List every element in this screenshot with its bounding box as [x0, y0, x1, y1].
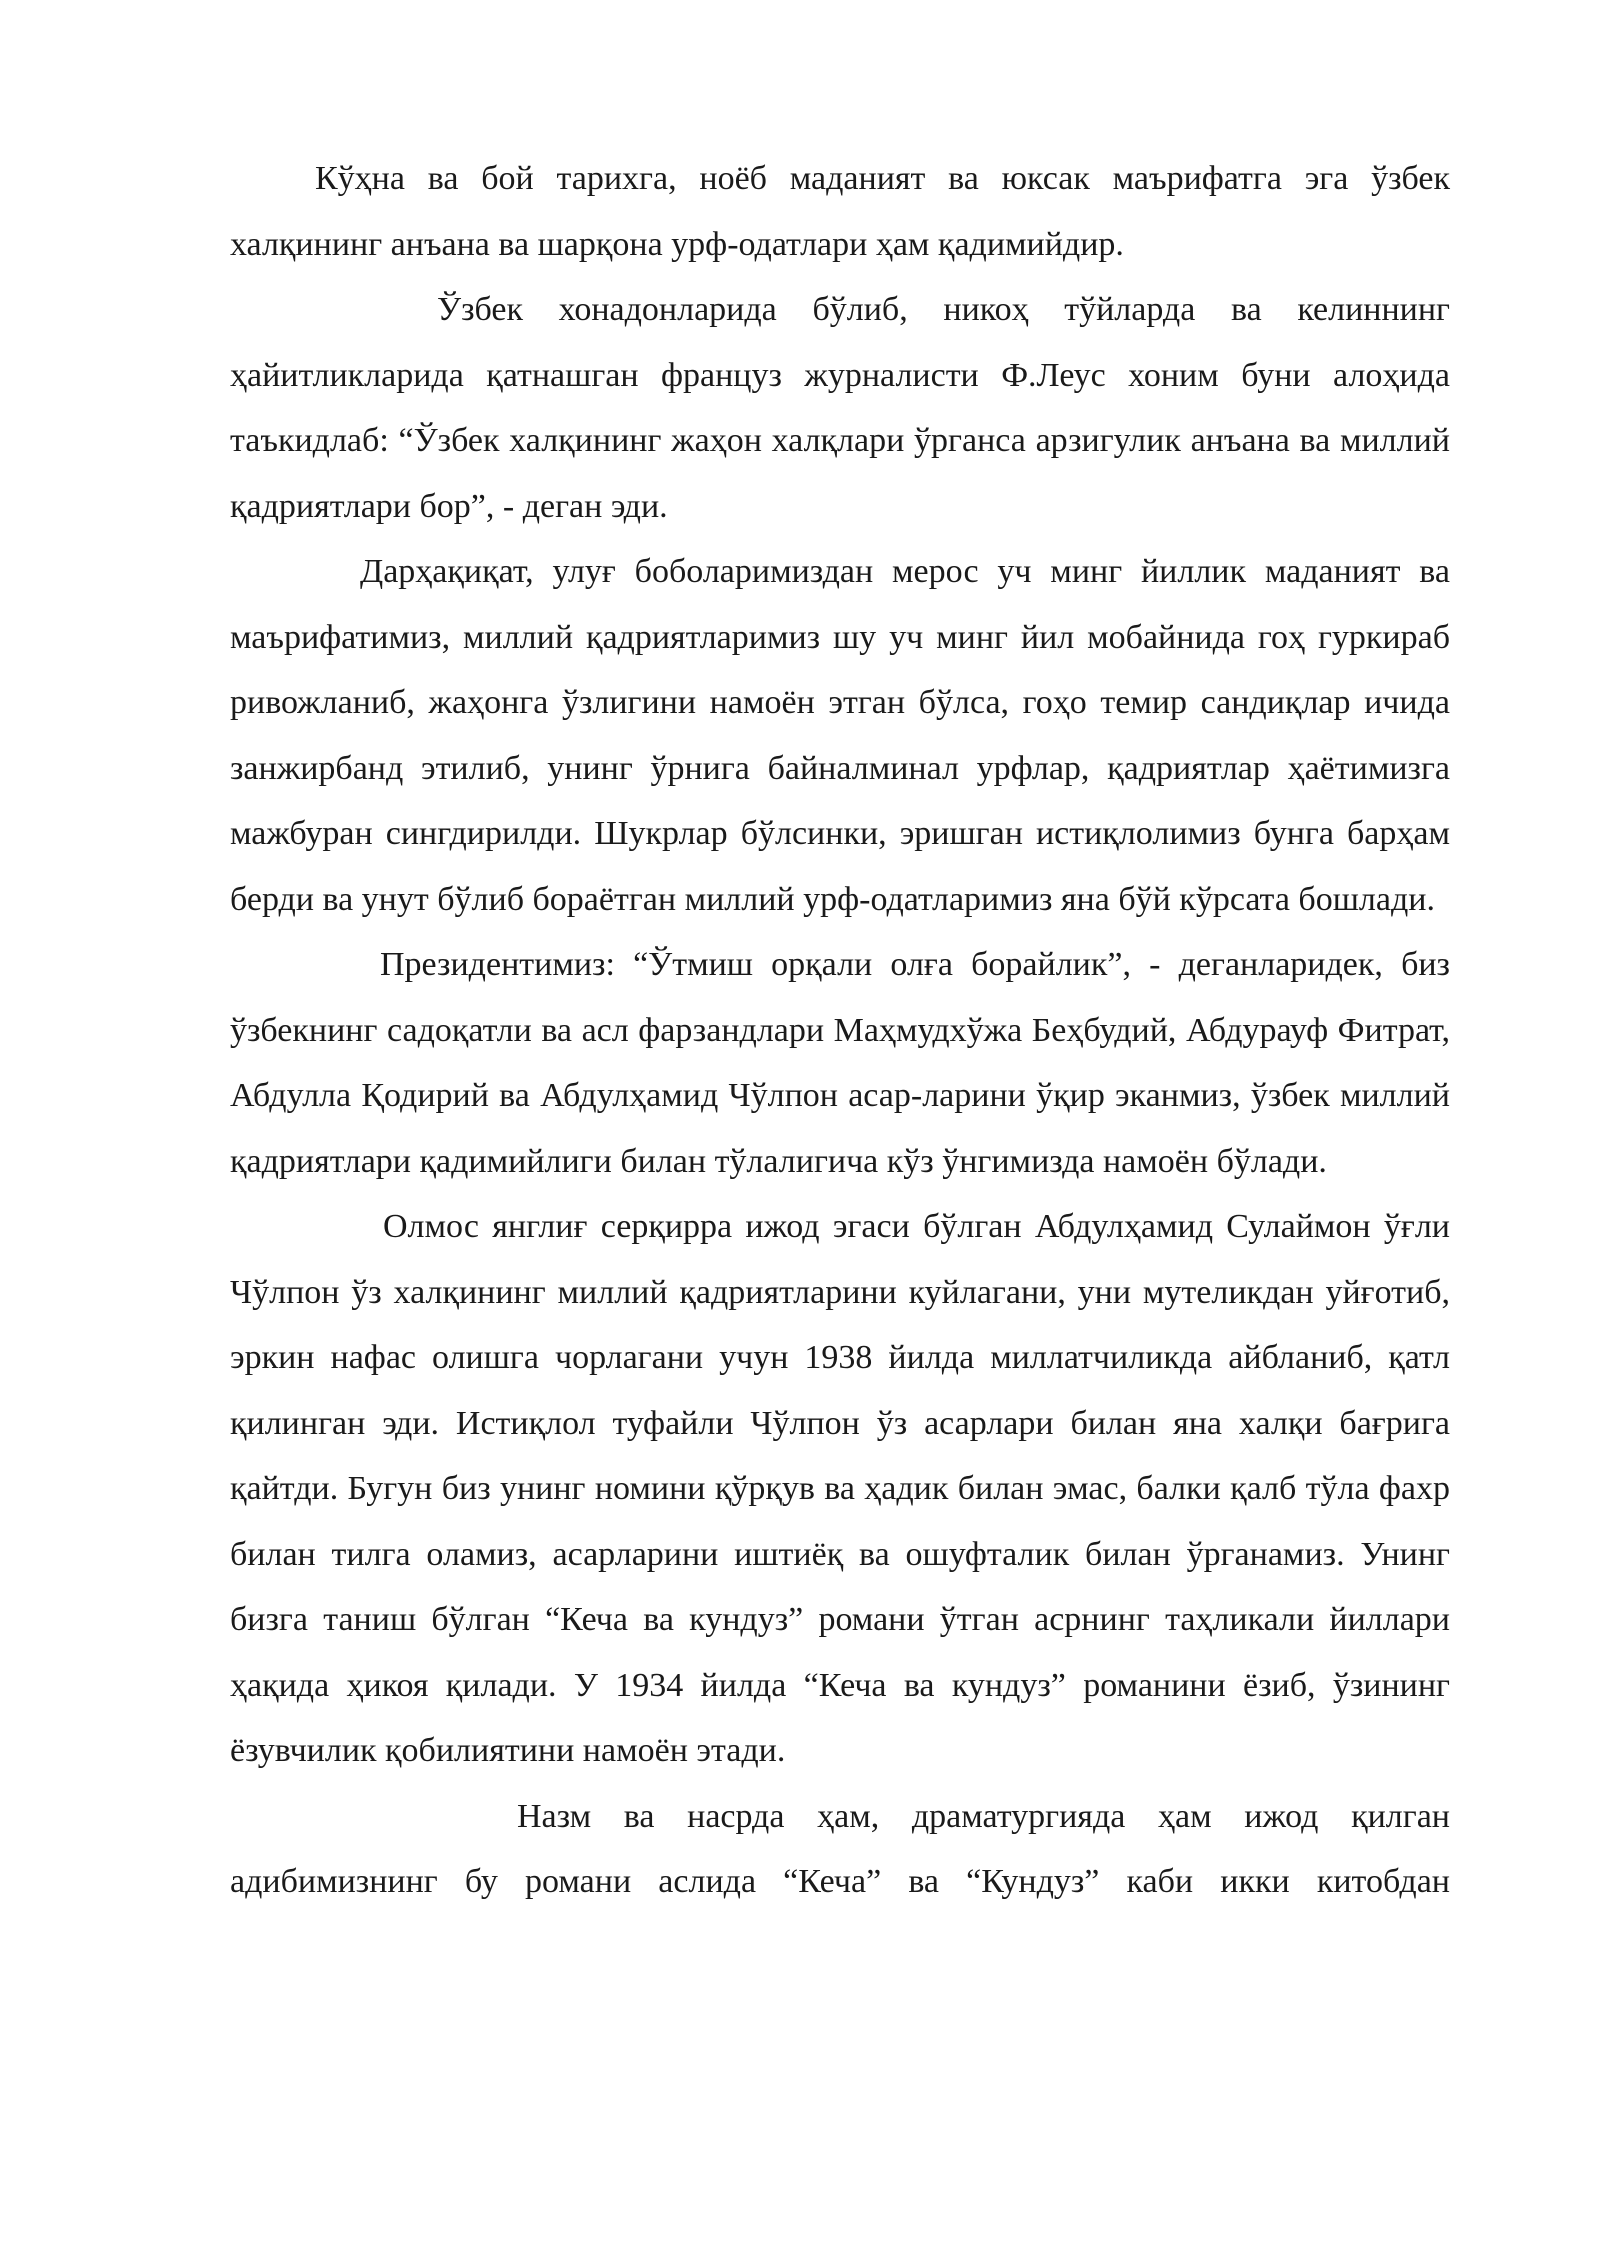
paragraph-president-quote: Президентимиз: “Ўтмиш орқали олға борайлик”, - деганларидек, биз ўзбекнинг садоқатли ва асл фарзандлари Маҳмудхўжа Беҳбудий, Абдурауф Фитрат, Абдулла Қодирий ва Абдулҳамид Чўлпон асар-ларини ўқир эканмиз, ўзбек миллий қадриятлари қадимийлиги билан тўлалигича кўз ўнгимизда намоён бўлади. — [230, 946, 1450, 1180]
paragraph-novel: Назм ва насрда ҳам, драматургияда ҳам ижод қилган адибимизнинг бу романи аслида “Кеча” ва “Кундуз” каби икки китобдан — [230, 1797, 1450, 1900]
paragraph-intro: Кўҳна ва бой тарихга, ноёб маданият ва юксак маърифатга эга ўзбек халқининг анъана ва шарқона урф-одатлари ҳам қадимийдир. — [230, 160, 1450, 263]
paragraph-heritage: Дарҳақиқат, улуғ боболаримиздан мерос уч минг йиллик маданият ва маърифатимиз, миллий қадриятларимиз шу уч минг йил мобайнида гоҳ гуркираб ривожланиб, жаҳонга ўзлигини намоён этган бўлса, гоҳо темир сандиқлар ичида занжирбанд этилиб, унинг ўрнига байналминал урфлар, қадриятлар ҳаётимизга мажбуран сингдирилди. Шукрлар бўлсинки, эришган истиқлолимиз бунга барҳам берди ва унут бўлиб бораётган миллий урф-одатларимиз яна бўй кўрсата бошлади. — [230, 553, 1450, 918]
document-body — [230, 146, 1450, 1915]
paragraph-journalist-quote: Ўзбек хонадонларида бўлиб, никоҳ тўйларда ва келиннинг ҳайитликларида қатнашган француз журналисти Ф.Леус хоним буни алоҳида таъкидлаб: “Ўзбек халқининг жаҳон халқлари ўрганса арзигулик анъана ва миллий қадриятлари бор”, - деган эди. — [230, 291, 1450, 525]
paragraph-cholpon: Олмос янглиғ серқирра ижод эгаси бўлган Абдулҳамид Сулаймон ўғли Чўлпон ўз халқининг миллий қадриятларини куйлагани, уни мутеликдан уйғотиб, эркин нафас олишга чорлагани учун 1938 йилда миллатчиликда айбланиб, қатл қилинган эди. Истиқлол туфайли Чўлпон ўз асарлари билан яна халқи бағрига қайтди. Бугун биз унинг номини қўрқув ва ҳадик билан эмас, балки қалб тўла фахр билан тилга оламиз, асарларини иштиёқ ва ошуфталик билан ўрганамиз. Унинг бизга таниш бўлган “Кеча ва кундуз” романи ўтган асрнинг таҳликали йиллари ҳақида ҳикоя қилади. У 1934 йилда “Кеча ва кундуз” романини ёзиб, ўзининг ёзувчилик қобилиятини намоён этади. — [230, 1208, 1450, 1769]
